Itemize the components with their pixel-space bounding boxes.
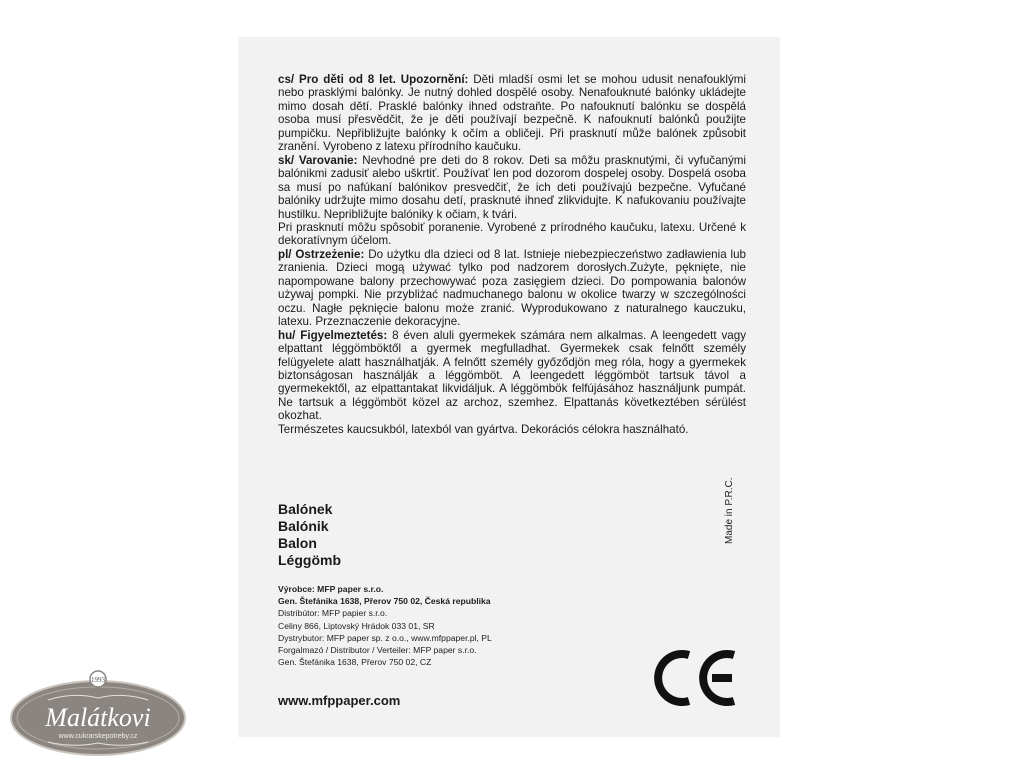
product-name-pl: Balon [278, 535, 317, 551]
distributor-other-address: Gen. Štefánika 1638, Přerov 750 02, CZ [278, 657, 432, 668]
warning-cs-text: Děti mladší osmi let se mohou udusit nenafouklými nebo prasklými balónky. Je nutný dohled dospělé osoby. Nenafouknuté balónky ukládejte mimo dosah dětí. Prasklé balónky ihned odstraňte. Po nafouknutí balónku se dospělá osoba musí přesvědčit, že je děti používají bezpečně. K nafouknutí balónků použijte pumpičku. Nepřibližujte balónky k očím a obličeji. Při prasknutí může balónek způsobit zranění. Vyrobeno z latexu přírodního kaučuku. [278, 73, 746, 154]
product-name-sk: Balónik [278, 518, 329, 534]
warning-pl [278, 248, 746, 329]
watermark-url: www.cukrarskepotreby.cz [58, 733, 138, 740]
warning-sk [278, 154, 746, 221]
product-names [278, 501, 341, 569]
product-name-cs: Balónek [278, 501, 333, 517]
warning-hu [278, 329, 746, 423]
distributor-sk: Distribútor: MFP papier s.r.o. [278, 608, 388, 619]
origin-note: Made in P.R.C. [724, 477, 735, 544]
safety-warnings [278, 73, 746, 436]
manufacturer-info [278, 583, 492, 668]
website-link[interactable]: www.mfppaper.com [278, 693, 401, 708]
shop-watermark-logo [8, 670, 188, 758]
warning-pl-heading: pl/ Ostrzeżenie: [278, 247, 365, 261]
distributor-pl: Dystrybutor: MFP paper sp. z o.o., www.mfppaper.pl, PL [278, 632, 492, 643]
product-label [238, 37, 780, 737]
origin-note-wrapper [723, 472, 737, 544]
distributor-other: Forgalmazó / Distributor / Verteiler: MFP paper s.r.o. [278, 645, 477, 656]
warning-sk-heading: sk/ Varovanie: [278, 153, 358, 167]
warning-pl-text: Do użytku dla dzieci od 8 lat. Istnieje niebezpieczeństwo zadławienia lub zranienia. Dzieci mogą używać tylko pod nadzorem dorosłych.Zużyte, pęknięte, nie napompowane balony przechowywać poza zasięgiem dzieci. Do pompowania balonów używaj pompki. Nie przybliżać nadmuchanego balonu w okolice twarzy w szczególności oczu. Nagłe pęknięcie balonu może zranić. Wyprodukowano z naturalnego kauczuku, latexu. Przeznaczenie dekoracyjne. [278, 247, 746, 329]
ce-mark-icon [652, 647, 742, 709]
warning-hu-text: 8 éven aluli gyermekek számára nem alkalmas. A leengedett vagy elpattant léggömböktől a gyermek megfulladhat. Gyermekek csak felnőtt személy felügyelete alatt használhatják. A felnőtt személy győződjön meg róla, hogy a gyermekek biztonságosan használják a léggömböt. A leengedett léggömböt tartsuk távol a gyermekektől, az elpattantakat likvidáljuk. A léggömbök felfújásához használjunk pumpát. Ne tartsuk a léggömböt közel az archoz, szemhez. Elpattanás következtében sérülést okozhat. [278, 328, 746, 423]
product-name-hu: Léggömb [278, 552, 341, 568]
warning-hu-extra: Természetes kaucsukból, latexból van gyártva. Dekorációs célokra használható. [278, 422, 689, 436]
watermark-year: 1993 [91, 676, 105, 684]
warning-sk-text: Nevhodné pre deti do 8 rokov. Deti sa môžu prasknutými, či vyfučanými balónikmi zadusiť alebo uškrtiť. Používať len pod dozorom dospelej osoby. Dospelá osoba sa musí po nafúkaní balónikov presvedčiť, že ich deti používajú bezpečne. Vyfučané balóniky udržujte mimo dosahu detí, prasknuté ihneď zlikvidujte. K nafukovaniu používajte hustilku. Nepribližujte balóniky k očiam, k tvári. [278, 153, 746, 221]
distributor-sk-address: Celiny 866, Liptovský Hrádok 033 01, SR [278, 620, 435, 631]
warning-cs [278, 73, 746, 154]
warning-cs-heading: cs/ Pro děti od 8 let. Upozornění: [278, 73, 469, 86]
warning-sk-extra: Pri prasknutí môžu spôsobiť poranenie. Vyrobené z prírodného kaučuku, latexu. Určené k dekoratívnym účelom. [278, 220, 746, 248]
manufacturer-address: Gen. Štefánika 1638, Přerov 750 02, Česká republika [278, 596, 491, 607]
warning-hu-heading: hu/ Figyelmeztetés: [278, 328, 388, 342]
watermark-name: Malátkovi [45, 703, 151, 732]
manufacturer-line: Výrobce: MFP paper s.r.o. [278, 584, 384, 594]
